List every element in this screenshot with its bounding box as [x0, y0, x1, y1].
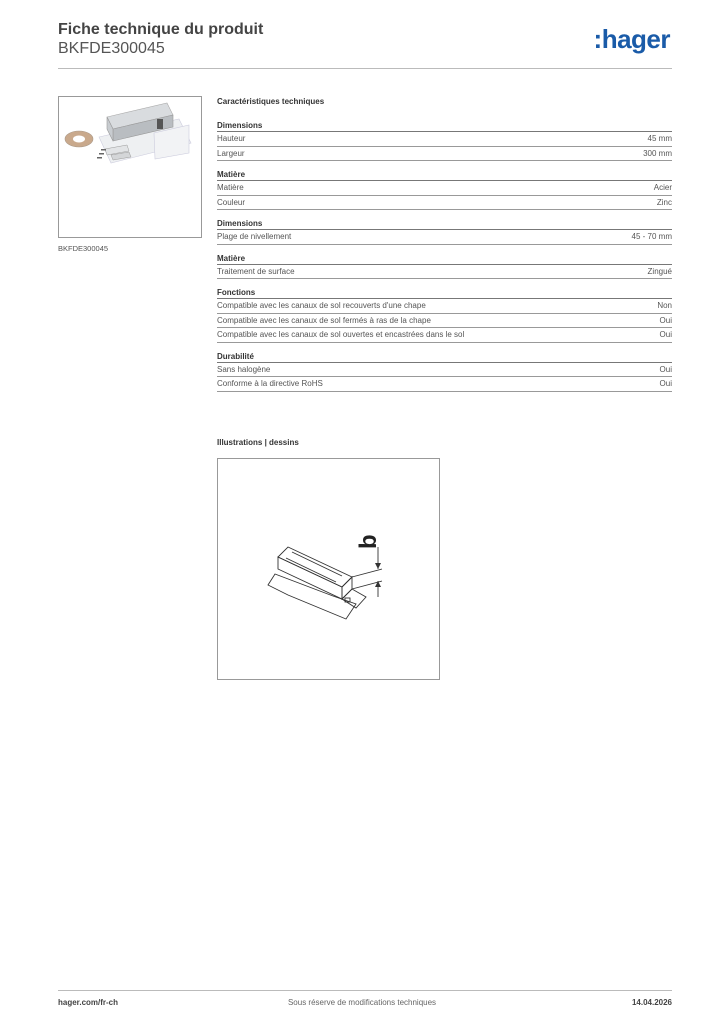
- spec-label: Compatible avec les canaux de sol ouvertes et encastrées dans le sol: [217, 330, 465, 339]
- spec-label: Largeur: [217, 148, 245, 158]
- spec-value: Acier: [653, 183, 672, 192]
- spec-value: Oui: [659, 364, 672, 374]
- footer-notice: Sous réserve de modifications techniques: [287, 998, 437, 1007]
- technical-drawing: [217, 458, 440, 680]
- spec-value: Zingué: [647, 266, 672, 276]
- spec-group-title: Matière: [217, 253, 672, 265]
- spec-groups: [217, 120, 672, 392]
- specs-heading: Caractéristiques techniques: [217, 97, 325, 106]
- spec-group: [217, 253, 672, 280]
- spec-row: [217, 314, 672, 329]
- floor-box-line-drawing: [218, 459, 439, 679]
- spec-label: Traitement de surface: [217, 266, 295, 276]
- spec-value: Zinc: [656, 197, 672, 207]
- product-caption: BKFDE300045: [58, 244, 109, 253]
- spec-value: 45 - 70 mm: [631, 232, 672, 241]
- footer-date: 14.04.2026: [631, 998, 672, 1007]
- spec-label: Matière: [217, 183, 244, 192]
- spec-row: [217, 377, 672, 392]
- spec-group: [217, 218, 672, 245]
- page-header: [58, 20, 672, 70]
- spec-group: [217, 287, 672, 343]
- spec-value: 300 mm: [643, 148, 672, 158]
- hager-logo: :hager: [593, 24, 670, 54]
- spec-row: [217, 181, 672, 196]
- spec-group-title: Fonctions: [217, 287, 672, 299]
- spec-value: Oui: [659, 379, 672, 388]
- spec-row: [217, 196, 672, 211]
- spec-label: Conforme à la directive RoHS: [217, 379, 323, 388]
- dimension-label-b: b: [355, 534, 382, 549]
- spec-value: Oui: [659, 315, 672, 325]
- spec-group-title: Dimensions: [217, 120, 672, 132]
- logo-text: hager: [601, 24, 670, 54]
- spec-group: [217, 169, 672, 210]
- product-photo-drawing: [59, 97, 201, 237]
- spec-label: Plage de nivellement: [217, 232, 292, 241]
- header-divider: [58, 68, 672, 69]
- footer-divider: [58, 990, 672, 991]
- spec-label: Compatible avec les canaux de sol recouverts d'une chape: [217, 301, 426, 310]
- spec-row: [217, 147, 672, 162]
- spec-label: Hauteur: [217, 134, 246, 143]
- spec-group-title: Dimensions: [217, 218, 672, 230]
- product-reference: BKFDE300045: [58, 40, 165, 57]
- spec-value: Non: [657, 301, 672, 310]
- product-image: [58, 96, 202, 238]
- spec-row: [217, 265, 672, 280]
- spec-label: Sans halogène: [217, 364, 271, 374]
- spec-label: Compatible avec les canaux de sol fermés à ras de la chape: [217, 315, 431, 325]
- spec-row: [217, 363, 672, 378]
- spec-row: [217, 230, 672, 245]
- spec-row: [217, 132, 672, 147]
- spec-group-title: Matière: [217, 169, 672, 181]
- footer-website: hager.com/fr-ch: [58, 998, 119, 1007]
- spec-label: Couleur: [217, 197, 246, 207]
- document-title: Fiche technique du produit: [58, 21, 264, 38]
- spec-group: [217, 120, 672, 161]
- spec-value: Oui: [659, 330, 672, 339]
- spec-row: [217, 328, 672, 343]
- spec-group: [217, 351, 672, 392]
- spec-group-title: Durabilité: [217, 351, 672, 363]
- spec-value: 45 mm: [647, 134, 672, 143]
- spec-row: [217, 299, 672, 314]
- illustrations-heading: Illustrations | dessins: [217, 438, 299, 447]
- technical-specifications: [217, 96, 672, 400]
